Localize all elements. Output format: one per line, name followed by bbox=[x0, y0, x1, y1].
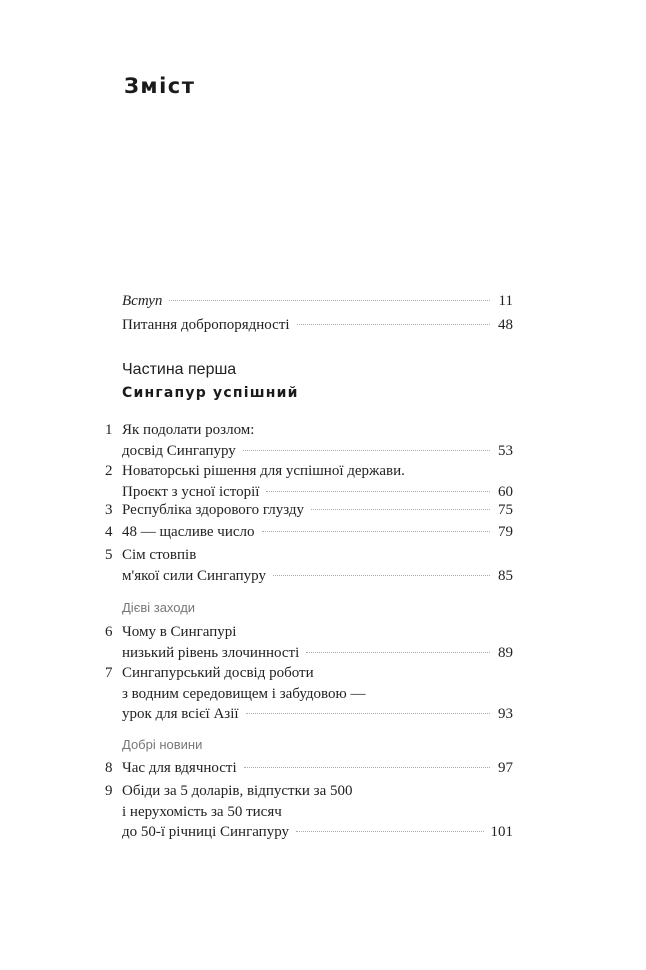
toc-entry-integrity[interactable] bbox=[122, 315, 513, 336]
chapter-number: 1 bbox=[105, 422, 113, 438]
section-heading: Добрі новини bbox=[122, 737, 203, 752]
toc-entry-title: Питання добропорядності bbox=[122, 317, 290, 333]
leader-dots bbox=[297, 324, 490, 325]
chapter-number: 5 bbox=[105, 547, 113, 563]
leader-dots bbox=[262, 531, 491, 532]
toc-entry-intro[interactable] bbox=[122, 291, 513, 312]
leader-dots bbox=[169, 300, 490, 301]
toc-page-number: 53 bbox=[498, 442, 513, 459]
toc-chapter-6[interactable] bbox=[105, 622, 513, 663]
toc-page-number: 11 bbox=[498, 293, 513, 309]
page-title: Зміст bbox=[124, 74, 196, 98]
toc-page-number: 60 bbox=[498, 483, 513, 500]
toc-chapter-2[interactable] bbox=[105, 461, 513, 502]
toc-entry-line: з водним середовищем і забудовою — bbox=[122, 685, 366, 702]
toc-chapter-1[interactable] bbox=[105, 420, 513, 461]
leader-dots bbox=[243, 450, 490, 451]
chapter-number: 3 bbox=[105, 502, 113, 518]
toc-entry-line: урок для всієї Азії bbox=[122, 706, 239, 722]
toc-entry-title: Вступ bbox=[122, 293, 163, 309]
leader-dots bbox=[266, 491, 490, 492]
toc-entry-line: Як подолати розлом: bbox=[122, 422, 255, 438]
leader-dots bbox=[306, 652, 490, 653]
toc-chapter-8[interactable] bbox=[105, 758, 513, 779]
toc-entry-line: до 50-ї річниці Сингапуру bbox=[122, 824, 290, 840]
chapter-number: 8 bbox=[105, 760, 113, 776]
toc-page-number: 75 bbox=[498, 502, 513, 518]
toc-entry-line: Чому в Сингапурі bbox=[122, 624, 237, 640]
toc-entry-line: Сім стовпів bbox=[122, 547, 197, 563]
toc-entry-line: Республіка здорового глузду bbox=[122, 502, 304, 518]
toc-page-number: 89 bbox=[498, 644, 513, 661]
toc-page-number: 93 bbox=[498, 706, 513, 722]
leader-dots bbox=[246, 713, 490, 714]
toc-entry-line: досвід Сингапуру bbox=[122, 442, 236, 459]
chapter-number: 2 bbox=[105, 463, 113, 479]
toc-chapter-7[interactable] bbox=[105, 663, 513, 725]
toc-entry-line: Проєкт з усної історії bbox=[122, 483, 260, 500]
leader-dots bbox=[296, 831, 483, 832]
toc-entry-line: Час для вдячності bbox=[122, 760, 237, 776]
part-title: Сингапур успішний bbox=[122, 385, 299, 401]
toc-chapter-3[interactable] bbox=[105, 500, 513, 521]
chapter-number: 9 bbox=[105, 783, 113, 799]
toc-page-number: 101 bbox=[490, 824, 513, 840]
toc-entry-line: Новаторські рішення для успішної держави. bbox=[122, 463, 405, 479]
toc-chapter-5[interactable] bbox=[105, 545, 513, 586]
toc-page-number: 48 bbox=[498, 317, 513, 333]
leader-dots bbox=[311, 509, 490, 510]
toc-page-number: 85 bbox=[498, 567, 513, 584]
toc-entry-line: м'якої сили Сингапуру bbox=[122, 567, 266, 584]
chapter-number: 6 bbox=[105, 624, 113, 640]
chapter-number: 4 bbox=[105, 524, 113, 540]
toc-chapter-4[interactable] bbox=[105, 522, 513, 543]
toc-chapter-9[interactable] bbox=[105, 781, 513, 843]
toc-entry-line: низький рівень злочинності bbox=[122, 644, 300, 661]
toc-page-number: 97 bbox=[498, 760, 513, 776]
part-label: Частина перша bbox=[122, 361, 237, 378]
toc-page-number: 79 bbox=[498, 524, 513, 540]
leader-dots bbox=[244, 767, 490, 768]
toc-entry-line: Сингапурський досвід роботи bbox=[122, 665, 314, 681]
leader-dots bbox=[273, 575, 490, 576]
toc-entry-line: і нерухомість за 50 тисяч bbox=[122, 803, 282, 820]
section-heading: Дієві заходи bbox=[122, 600, 196, 615]
toc-entry-line: 48 — щасливе число bbox=[122, 524, 255, 540]
chapter-number: 7 bbox=[105, 665, 113, 681]
toc-entry-line: Обіди за 5 доларів, відпустки за 500 bbox=[122, 783, 353, 799]
